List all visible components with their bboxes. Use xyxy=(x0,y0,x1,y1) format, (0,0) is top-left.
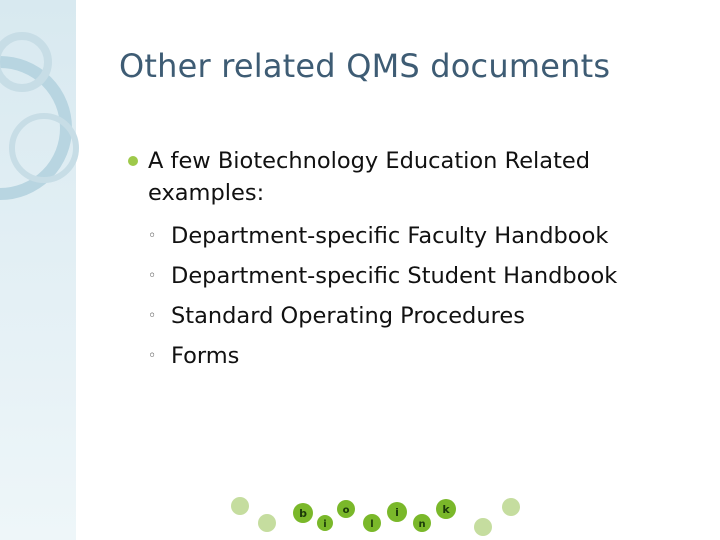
bullet-item xyxy=(128,145,708,209)
svg-text:i: i xyxy=(395,506,399,519)
logo-letter-b xyxy=(293,503,313,523)
logo-letter-l xyxy=(363,514,381,532)
svg-text:o: o xyxy=(342,505,350,516)
sub-bullet-item xyxy=(148,296,708,336)
svg-text:n: n xyxy=(418,519,426,530)
svg-text:b: b xyxy=(299,507,307,520)
sub-bullet-item xyxy=(148,256,708,296)
sub-bullet-text: Standard Operating Procedures xyxy=(171,303,525,329)
logo-letter-o xyxy=(337,500,355,518)
logo-letter-n xyxy=(413,514,431,532)
logo-letter-i-2 xyxy=(387,502,407,522)
svg-text:i: i xyxy=(323,519,327,530)
logo-letter-i xyxy=(317,515,333,531)
bullet-text: A few Biotechnology Education Related examples: xyxy=(148,148,591,206)
logo-dot xyxy=(231,497,249,515)
slide-content xyxy=(128,145,708,376)
bullet-dot-icon xyxy=(128,156,138,166)
logo-dot xyxy=(474,518,492,536)
hollow-circle-icon: ◦ xyxy=(148,228,157,244)
logo-letter-k xyxy=(436,499,456,519)
svg-text:k: k xyxy=(442,503,450,516)
sub-bullet-text: Department-specific Faculty Handbook xyxy=(171,223,609,249)
hollow-circle-icon: ◦ xyxy=(148,268,157,284)
biolink-logo xyxy=(225,490,525,540)
hollow-circle-icon: ◦ xyxy=(148,308,157,324)
hollow-circle-icon: ◦ xyxy=(148,348,157,364)
sub-bullet-item xyxy=(148,336,708,376)
logo-dot xyxy=(258,514,276,532)
sub-bullet-text: Forms xyxy=(171,343,240,369)
logo-dot xyxy=(502,498,520,516)
decorative-circles xyxy=(0,0,140,240)
sub-bullet-item xyxy=(148,216,708,256)
sub-bullet-list xyxy=(128,216,708,376)
slide-title: Other related QMS documents xyxy=(119,47,611,85)
svg-text:l: l xyxy=(370,519,374,530)
sub-bullet-text: Department-specific Student Handbook xyxy=(171,263,618,289)
